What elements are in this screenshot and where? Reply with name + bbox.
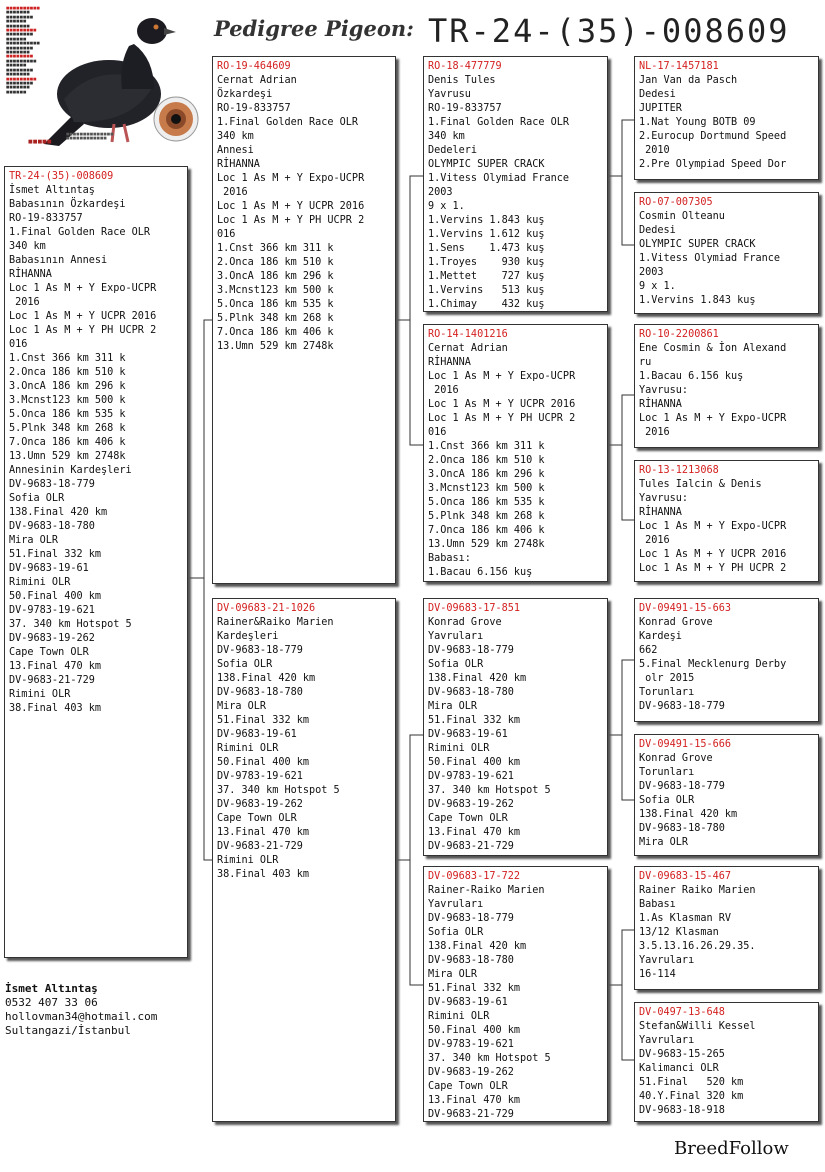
note-line: 662: [639, 645, 658, 656]
note-line: 13/12 Klasman: [639, 927, 719, 938]
note-line: 5.Onca 186 km 535 k: [428, 497, 545, 508]
note-line: Mira OLR: [428, 701, 478, 712]
note-line: Kardeşleri: [217, 631, 279, 642]
note-line: 1.Nat Young BOTB 09: [639, 117, 756, 128]
note-line: RO-19-833757: [217, 103, 291, 114]
note-line: OLYMPIC SUPER CRACK: [428, 159, 545, 170]
note-line: DV-9683-21-729: [428, 1109, 514, 1120]
note-line: 1.Chimay 432 kuş: [428, 299, 545, 310]
note-line: Sofia OLR: [217, 659, 273, 670]
note-line: Rimini OLR: [428, 743, 490, 754]
note-line: 1.Cnst 366 km 311 k: [428, 441, 545, 452]
dam-dam-dam-card: [634, 1002, 819, 1122]
note-line: Cernat Adrian: [428, 343, 508, 354]
note-line: DV-9683-19-61: [428, 997, 508, 1008]
note-line: ru: [639, 357, 652, 368]
note-line: 1.Vervins 1.843 kuş: [639, 295, 756, 306]
note-line: Konrad Grove: [428, 617, 502, 628]
note-line: 2016: [9, 297, 40, 308]
note-line: RİHANNA: [428, 357, 471, 368]
note-line: Sofia OLR: [639, 795, 695, 806]
note-line: 50.Final 400 km: [428, 1025, 521, 1036]
note-line: DV-9683-18-780: [428, 955, 514, 966]
note-line: 340 km: [217, 131, 254, 142]
sire-dam-dam-card: [634, 460, 819, 582]
note-line: Babası:: [428, 553, 471, 564]
note-line: 13.Umn 529 km 2748k: [217, 341, 334, 352]
note-line: 2016: [639, 535, 670, 546]
note-line: 340 km: [428, 131, 465, 142]
note-line: Mira OLR: [9, 535, 59, 546]
note-line: 50.Final 400 km: [217, 757, 310, 768]
dam-sire-dam-card: [634, 734, 819, 856]
note-line: Loc 1 As M + Y UCPR 2016: [639, 549, 787, 560]
note-line: DV-9683-19-262: [9, 633, 95, 644]
note-line: 3.OncA 186 km 296 k: [9, 381, 126, 392]
sire-ring-number: RO-19-464609: [217, 61, 291, 72]
note-line: İsmet Altıntaş: [9, 185, 95, 196]
note-line: Rimini OLR: [217, 743, 279, 754]
note-line: Loc 1 As M + Y Expo-UCPR: [639, 413, 787, 424]
note-line: Loc 1 As M + Y PH UCPR 2: [9, 325, 157, 336]
note-line: 7.Onca 186 km 406 k: [428, 525, 545, 536]
subject-notes: [9, 184, 183, 716]
note-line: Sofia OLR: [428, 927, 484, 938]
subject-pigeon-card: [4, 166, 188, 958]
note-line: 1.Final Golden Race OLR: [9, 227, 151, 238]
note-line: Rainer-Raiko Marien: [428, 885, 545, 896]
note-line: 3.OncA 186 km 296 k: [217, 271, 334, 282]
note-line: DV-9683-19-262: [428, 1067, 514, 1078]
note-line: 16-114: [639, 969, 676, 980]
note-line: Jan Van da Pasch: [639, 75, 738, 86]
note-line: 37. 340 km Hotspot 5: [428, 1053, 551, 1064]
sire-sire-dam-card: [634, 192, 819, 314]
dam-dam-ring-number: DV-09683-17-722: [428, 871, 521, 882]
note-line: Torunları: [639, 767, 695, 778]
note-line: 3.Mcnst123 km 500 k: [428, 483, 545, 494]
note-line: Konrad Grove: [639, 753, 713, 764]
note-line: Loc 1 As M + Y PH UCPR 2: [428, 413, 576, 424]
note-line: 1.Mettet 727 kuş: [428, 271, 545, 282]
note-line: 1.Cnst 366 km 311 k: [217, 243, 334, 254]
note-line: 1.Bacau 6.156 kuş: [639, 371, 744, 382]
note-line: Loc 1 As M + Y UCPR 2016: [428, 399, 576, 410]
note-line: 3.Mcnst123 km 500 k: [9, 395, 126, 406]
note-line: DV-9683-18-780: [9, 521, 95, 532]
note-line: Rainer Raiko Marien: [639, 885, 756, 896]
note-line: DV-9683-19-61: [428, 729, 508, 740]
note-line: 2016: [217, 187, 248, 198]
note-line: Yavrusu:: [639, 493, 689, 504]
note-line: DV-9683-18-780: [639, 823, 725, 834]
note-line: Kardeşi: [639, 631, 682, 642]
note-line: 13.Final 470 km: [9, 661, 102, 672]
note-line: Babasının Annesi: [9, 255, 108, 266]
note-line: Rimini OLR: [9, 689, 71, 700]
note-line: 1.Final Golden Race OLR: [428, 117, 570, 128]
note-line: 51.Final 332 km: [9, 549, 102, 560]
note-line: Stefan&Willi Kessel: [639, 1021, 756, 1032]
sds-ring-number: RO-10-2200861: [639, 329, 719, 340]
note-line: 1.As Klasman RV: [639, 913, 732, 924]
note-line: DV-9683-18-779: [639, 781, 725, 792]
note-line: 1.Vitess Olymiad France: [639, 253, 781, 264]
note-line: Loc 1 As M + Y PH UCPR 2: [217, 215, 365, 226]
sire-sire-card: [423, 56, 608, 312]
note-line: 2.Eurocup Dortmund Speed: [639, 131, 787, 142]
note-line: 5.Onca 186 km 535 k: [9, 409, 126, 420]
note-line: 1.Vervins 513 kuş: [428, 285, 545, 296]
note-line: Cape Town OLR: [428, 1081, 508, 1092]
note-line: 50.Final 400 km: [428, 757, 521, 768]
note-line: 3.OncA 186 km 296 k: [428, 469, 545, 480]
note-line: Babasının Özkardeşi: [9, 199, 126, 210]
photo-caption-mini-text: ■■■■■■■■■■ ■■■■■■■ ■■■■■■■■ ■■■■■■ ■■■■■■■ ■■■■■■■■■ ■■■■■■■■ ■■■■■■ ■■■■■■■■■■ ■■■■■■■■ ■■■■■■■ ■■■■■■■■ ■■■■■■■■■ ■■■■■■ ■■■■■■■■ ■■■■■■■ ■■■■■■■■■ ■■■■■■■■ ■■■■■■■ ■■■■■■: [6, 6, 40, 94]
dds-ring-number: DV-09683-15-467: [639, 871, 732, 882]
note-line: 138.Final 420 km: [217, 673, 316, 684]
dss-ring-number: DV-09491-15-663: [639, 603, 732, 614]
note-line: 2016: [428, 385, 459, 396]
note-line: DV-9783-19-621: [428, 1039, 514, 1050]
note-line: 37. 340 km Hotspot 5: [217, 785, 340, 796]
note-line: 5.Plnk 348 km 268 k: [428, 511, 545, 522]
note-line: Dedesi: [639, 89, 676, 100]
note-line: 37. 340 km Hotspot 5: [428, 785, 551, 796]
note-line: 7.Onca 186 km 406 k: [217, 327, 334, 338]
sire-sire-ring-number: RO-18-477779: [428, 61, 502, 72]
note-line: DV-9683-18-780: [428, 687, 514, 698]
note-line: Yavrusu:: [639, 385, 689, 396]
note-line: 7.Onca 186 km 406 k: [9, 437, 126, 448]
ddd-ring-number: DV-0497-13-648: [639, 1007, 725, 1018]
note-line: DV-9683-21-729: [9, 675, 95, 686]
ssd-ring-number: RO-07-007305: [639, 197, 713, 208]
note-line: 2003: [428, 187, 453, 198]
note-line: DV-9683-18-779: [639, 701, 725, 712]
note-line: DV-9683-19-61: [9, 563, 89, 574]
note-line: 5.Plnk 348 km 268 k: [9, 423, 126, 434]
note-line: DV-9683-19-262: [217, 799, 303, 810]
note-line: 3.Mcnst123 km 500 k: [217, 285, 334, 296]
note-line: 2016: [639, 427, 670, 438]
note-line: RİHANNA: [9, 269, 52, 280]
note-line: 1.Troyes 930 kuş: [428, 257, 545, 268]
note-line: DV-9683-18-779: [217, 645, 303, 656]
note-line: JUPITER: [639, 103, 682, 114]
note-line: DV-9783-19-621: [217, 771, 303, 782]
note-line: RO-19-833757: [428, 103, 502, 114]
note-line: Loc 1 As M + Y Expo-UCPR: [639, 521, 787, 532]
note-line: 38.Final 403 km: [9, 703, 102, 714]
note-line: 1.Cnst 366 km 311 k: [9, 353, 126, 364]
sss-ring-number: NL-17-1457181: [639, 61, 719, 72]
note-line: 2003: [639, 267, 664, 278]
note-line: Sofia OLR: [428, 659, 484, 670]
note-line: 2.Onca 186 km 510 k: [217, 257, 334, 268]
note-line: 13.Final 470 km: [428, 1095, 521, 1106]
owner-name: İsmet Altıntaş: [5, 982, 98, 995]
note-line: 138.Final 420 km: [9, 507, 108, 518]
dam-sire-sire-card: [634, 598, 819, 722]
note-line: Loc 1 As M + Y UCPR 2016: [217, 201, 365, 212]
owner-info: [5, 982, 157, 1038]
brand-footer: BreedFollow: [674, 1138, 789, 1159]
note-line: Loc 1 As M + Y PH UCPR 2: [639, 563, 787, 574]
note-line: DV-9683-18-779: [9, 479, 95, 490]
note-line: 016: [9, 339, 28, 350]
note-line: Kalimanci OLR: [639, 1063, 719, 1074]
note-line: Annesi: [217, 145, 254, 156]
note-line: Loc 1 As M + Y Expo-UCPR: [428, 371, 576, 382]
dam-dam-card: [423, 866, 608, 1122]
dam-card: [212, 598, 396, 1122]
note-line: Konrad Grove: [639, 617, 713, 628]
note-line: Yavrusu: [428, 89, 471, 100]
note-line: 2.Pre Olympiad Speed Dor: [639, 159, 787, 170]
note-line: Babası: [639, 899, 676, 910]
note-line: Yavruları: [428, 899, 484, 910]
note-line: Loc 1 As M + Y Expo-UCPR: [217, 173, 365, 184]
note-line: 13.Umn 529 km 2748k: [428, 539, 545, 550]
note-line: 2.Onca 186 km 510 k: [9, 367, 126, 378]
note-line: Rimini OLR: [9, 577, 71, 588]
note-line: DV-9683-18-780: [217, 687, 303, 698]
photo-logo-mini-text: ■■■■■■■■■■■■■■ ■■■■■■■■■■■■: [66, 132, 114, 141]
page-title: Pedigree Pigeon:: [214, 16, 414, 41]
ring-number-heading: TR-24-(35)-008609: [428, 12, 790, 50]
note-line: 51.Final 332 km: [428, 715, 521, 726]
note-line: RİHANNA: [639, 399, 682, 410]
sire-dam-card: [423, 324, 608, 582]
note-line: DV-9683-18-918: [639, 1105, 725, 1116]
note-line: 13.Final 470 km: [428, 827, 521, 838]
note-line: DV-9683-15-265: [639, 1049, 725, 1060]
note-line: 138.Final 420 km: [428, 673, 527, 684]
note-line: 13.Final 470 km: [217, 827, 310, 838]
note-line: Torunları: [639, 687, 695, 698]
note-line: Özkardeşi: [217, 89, 273, 100]
note-line: Tules Ialcin & Denis: [639, 479, 762, 490]
note-line: 13.Umn 529 km 2748k: [9, 451, 126, 462]
note-line: Loc 1 As M + Y UCPR 2016: [9, 311, 157, 322]
sire-card: [212, 56, 396, 584]
sdd-ring-number: RO-13-1213068: [639, 465, 719, 476]
note-line: Annesinin Kardeşleri: [9, 465, 132, 476]
note-line: Cosmin Olteanu: [639, 211, 725, 222]
note-line: Loc 1 As M + Y Expo-UCPR: [9, 283, 157, 294]
note-line: DV-9683-21-729: [217, 841, 303, 852]
note-line: RİHANNA: [217, 159, 260, 170]
note-line: olr 2015: [639, 673, 695, 684]
note-line: DV-9683-18-779: [428, 645, 514, 656]
note-line: 1.Bacau 6.156 kuş: [428, 567, 533, 578]
note-line: Sofia OLR: [9, 493, 65, 504]
dam-dam-sire-card: [634, 866, 819, 990]
subject-ring-number: TR-24-(35)-008609: [9, 171, 114, 182]
note-line: 9 x 1.: [639, 281, 676, 292]
note-line: 340 km: [9, 241, 46, 252]
note-line: RO-19-833757: [9, 213, 83, 224]
note-line: 1.Sens 1.473 kuş: [428, 243, 545, 254]
note-line: 50.Final 400 km: [9, 591, 102, 602]
owner-email: hollovman34@hotmail.com: [5, 1010, 158, 1023]
sire-dam-ring-number: RO-14-1401216: [428, 329, 508, 340]
note-line: DV-9683-21-729: [428, 841, 514, 852]
note-line: 138.Final 420 km: [428, 941, 527, 952]
photo-logo-mark: ■■■■■: [28, 139, 52, 145]
note-line: 1.Vitess Olymiad France: [428, 173, 570, 184]
note-line: 5.Onca 186 km 535 k: [217, 299, 334, 310]
note-line: Rimini OLR: [217, 855, 279, 866]
note-line: Dedeleri: [428, 145, 478, 156]
note-line: Denis Tules: [428, 75, 496, 86]
note-line: 138.Final 420 km: [639, 809, 738, 820]
note-line: Mira OLR: [217, 701, 267, 712]
note-line: Yavruları: [428, 631, 484, 642]
note-line: 9 x 1.: [428, 201, 465, 212]
note-line: OLYMPIC SUPER CRACK: [639, 239, 756, 250]
sire-sire-sire-card: [634, 56, 819, 180]
note-line: RİHANNA: [639, 507, 682, 518]
note-line: 38.Final 403 km: [217, 869, 310, 880]
note-line: 1.Final Golden Race OLR: [217, 117, 359, 128]
note-line: Cape Town OLR: [217, 813, 297, 824]
note-line: 1.Vervins 1.843 kuş: [428, 215, 545, 226]
note-line: Yavruları: [639, 1035, 695, 1046]
note-line: Mira OLR: [428, 969, 478, 980]
note-line: 37. 340 km Hotspot 5: [9, 619, 132, 630]
note-line: 1.Vervins 1.612 kuş: [428, 229, 545, 240]
note-line: Rimini OLR: [428, 1011, 490, 1022]
note-line: 51.Final 332 km: [217, 715, 310, 726]
owner-location: Sultangazi/İstanbul: [5, 1024, 131, 1037]
dsd-ring-number: DV-09491-15-666: [639, 739, 732, 750]
note-line: 2010: [639, 145, 670, 156]
note-line: Cape Town OLR: [9, 647, 89, 658]
note-line: Cape Town OLR: [428, 813, 508, 824]
dam-sire-ring-number: DV-09683-17-851: [428, 603, 521, 614]
note-line: Ene Cosmin & İon Alexand: [639, 343, 787, 354]
note-line: DV-9783-19-621: [9, 605, 95, 616]
note-line: 2.Onca 186 km 510 k: [428, 455, 545, 466]
note-line: 016: [428, 427, 447, 438]
sire-dam-sire-card: [634, 324, 819, 448]
note-line: DV-9683-19-262: [428, 799, 514, 810]
note-line: 51.Final 332 km: [428, 983, 521, 994]
note-line: 51.Final 520 km: [639, 1077, 744, 1088]
note-line: DV-9683-19-61: [217, 729, 297, 740]
dam-sire-card: [423, 598, 608, 856]
note-line: DV-9783-19-621: [428, 771, 514, 782]
note-line: Yavruları: [639, 955, 695, 966]
note-line: 40.Y.Final 320 km: [639, 1091, 744, 1102]
dam-ring-number: DV-09683-21-1026: [217, 603, 316, 614]
note-line: Cernat Adrian: [217, 75, 297, 86]
note-line: 016: [217, 229, 236, 240]
owner-phone: 0532 407 33 06: [5, 996, 98, 1009]
note-line: 5.Plnk 348 km 268 k: [217, 313, 334, 324]
note-line: DV-9683-18-779: [428, 913, 514, 924]
note-line: Rainer&Raiko Marien: [217, 617, 334, 628]
note-line: Dedesi: [639, 225, 676, 236]
note-line: 3.5.13.16.26.29.35.: [639, 941, 756, 952]
note-line: Mira OLR: [639, 837, 689, 848]
note-line: 5.Final Mecklenurg Derby: [639, 659, 787, 670]
